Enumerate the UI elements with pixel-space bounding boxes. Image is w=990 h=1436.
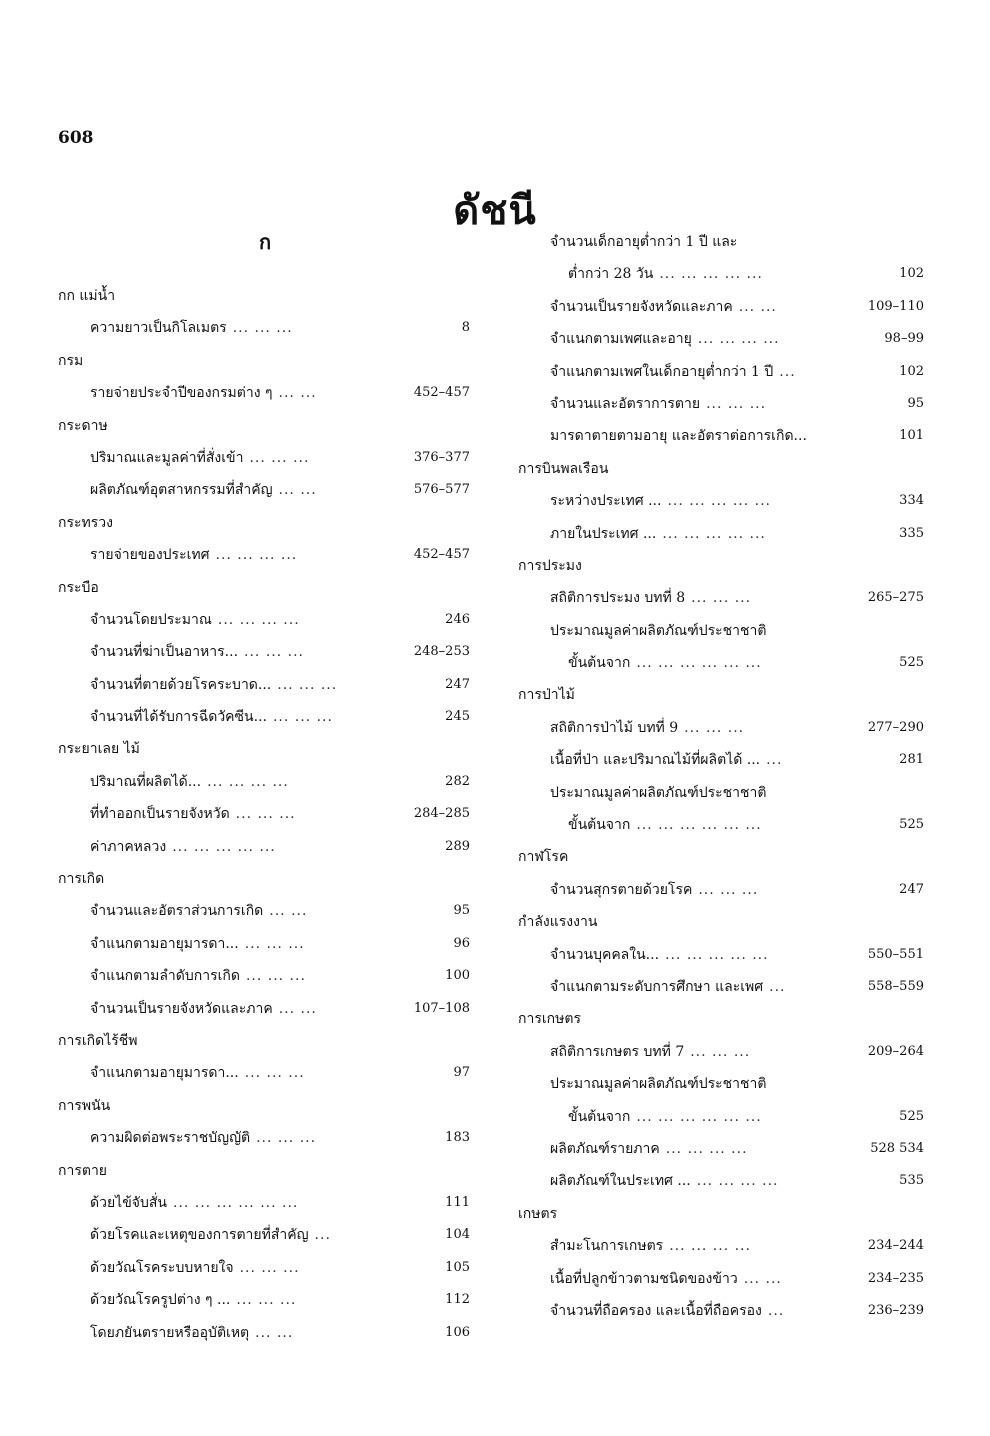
entry-leader-dots: ... ... ... ... (665, 1140, 748, 1157)
index-entry (58, 377, 470, 409)
entry-page-ref: 245 (445, 709, 470, 725)
entry-leader-dots: ... (769, 978, 786, 995)
entry-label: จำนวนที่ตายด้วยโรคระบาด... (90, 676, 272, 693)
entry-label: ผลิตภัณฑ์ในประเทศ ... (550, 1173, 691, 1190)
index-entry (58, 701, 470, 733)
entry-label: จำแนกตามเพศในเด็กอายุต่ำกว่า 1 ปี (550, 363, 774, 380)
entry-label: การป่าไม้ (518, 687, 575, 704)
entry-leader-dots: ... (314, 1227, 331, 1244)
entry-label: การพนัน (58, 1097, 111, 1114)
index-entry (58, 895, 470, 927)
entry-label: ความยาวเป็นกิโลเมตร (90, 320, 227, 337)
entry-leader-dots: ... ... ... (244, 1065, 305, 1082)
entry-page-ref: 452–457 (413, 547, 470, 563)
entry-leader-dots: ... ... ... (235, 806, 296, 823)
entry-label: สำมะโนการเกษตร (550, 1238, 664, 1255)
index-heading (518, 906, 924, 938)
entry-leader-dots: ... ... ... (244, 935, 305, 952)
section-letter: ก (258, 230, 272, 254)
entry-leader-dots: ... ... ... (239, 1259, 300, 1276)
entry-leader-dots: ... ... ... (236, 1292, 297, 1309)
entry-label: การตาย (58, 1162, 108, 1179)
entry-leader-dots: ... ... ... ... (207, 773, 289, 790)
entry-page-ref: 234–235 (867, 1270, 924, 1286)
entry-page-ref: 550–551 (867, 946, 924, 962)
entry-page-ref: 558–559 (867, 978, 924, 994)
index-entry (58, 993, 470, 1025)
entry-label: กก แม่น้ำ (58, 288, 116, 304)
entry-label: ปริมาณที่ผลิตได้... (90, 773, 202, 790)
entry-label: กำลังแรงงาน (518, 914, 598, 931)
entry-page-ref: 97 (453, 1065, 470, 1081)
index-entry (58, 1284, 470, 1316)
entry-page-ref: 8 (461, 320, 470, 336)
entry-page-ref: 334 (899, 493, 924, 509)
entry-label: ภายในประเทศ ... (550, 525, 657, 542)
index-heading (518, 453, 924, 485)
entry-label: การประมง (518, 557, 582, 574)
entry-page-ref: 107–108 (413, 1000, 470, 1016)
index-entry (518, 1295, 924, 1327)
index-entry (58, 928, 470, 960)
entry-label: ที่ทำออกเป็นรายจังหวัด (90, 806, 230, 823)
index-heading (58, 410, 470, 442)
index-entry (518, 420, 924, 452)
entry-label: ค่าภาคหลวง (90, 838, 167, 855)
entry-leader-dots: ... (779, 363, 796, 380)
entry-label: ประมาณมูลค่าผลิตภัณฑ์ประชาชาติ (550, 622, 767, 639)
entry-label: การเกิด (58, 871, 105, 888)
index-heading (518, 550, 924, 582)
entry-label: โดยภยันตรายหรืออุบัติเหตุ (90, 1324, 250, 1341)
entry-leader-dots: ... (766, 752, 783, 769)
entry-leader-dots: ... ... ... (277, 676, 338, 693)
entry-label: ต่ำกว่า 28 วัน (568, 266, 654, 283)
index-entry (518, 809, 924, 841)
entry-label: ด้วยวัณโรครูปต่าง ๆ ... (90, 1292, 231, 1309)
entry-page-ref: 106 (445, 1324, 470, 1340)
index-entry (518, 1068, 924, 1100)
entry-label: จำนวนเป็นรายจังหวัดและภาค (90, 1000, 273, 1017)
index-heading (58, 733, 470, 765)
entry-leader-dots: ... ... ... (698, 881, 759, 898)
index-entry (58, 1122, 470, 1154)
entry-label: จำนวนบุคคลใน... (550, 946, 660, 963)
entry-page-ref: 234–244 (867, 1238, 924, 1254)
index-entry (58, 604, 470, 636)
entry-label: มารดาตายตามอายุ และอัตราต่อการเกิด... (550, 428, 807, 445)
entry-page-ref: 98–99 (884, 331, 924, 347)
index-heading (58, 280, 470, 312)
entry-label: การบินพลเรือน (518, 460, 609, 477)
entry-page-ref: 525 (899, 817, 924, 833)
entry-leader-dots: ... ... ... ... (696, 1173, 779, 1190)
index-entry (518, 1101, 924, 1133)
entry-page-ref: 281 (899, 752, 924, 768)
entry-page-ref: 247 (899, 881, 924, 897)
entry-label: เนื้อที่ปลูกข้าวตามชนิดของข้าว (550, 1270, 738, 1287)
entry-label: การเกษตร (518, 1011, 581, 1028)
index-entry (518, 1263, 924, 1295)
entry-label: ปริมาณและมูลค่าที่สั่งเข้า (90, 449, 244, 466)
index-column-left (58, 280, 470, 1349)
index-entry (518, 712, 924, 744)
entry-label: กระบือ (58, 579, 99, 596)
index-entry (518, 356, 924, 388)
index-entry (518, 777, 924, 809)
index-heading (518, 679, 924, 711)
entry-page-ref: 101 (899, 428, 924, 444)
entry-label: จำแนกตามเพศและอายุ (550, 331, 692, 348)
entry-leader-dots: ... (767, 1302, 785, 1319)
index-heading (58, 507, 470, 539)
entry-leader-dots: ... ... ... (691, 590, 752, 607)
entry-page-ref: 96 (453, 935, 470, 951)
entry-label: จำแนกตามอายุมารดา... (90, 935, 239, 952)
entry-label: จำแนกตามอายุมารดา... (90, 1065, 239, 1082)
index-entry (518, 582, 924, 614)
index-entry (518, 1165, 924, 1197)
entry-label: เกษตร (518, 1205, 558, 1222)
entry-page-ref: 102 (899, 266, 924, 282)
entry-leader-dots: ... ... ... (245, 968, 306, 985)
index-entry (58, 669, 470, 701)
entry-page-ref: 525 (899, 655, 924, 671)
index-entry (58, 1252, 470, 1284)
index-entry (58, 960, 470, 992)
index-entry (518, 258, 924, 290)
entry-page-ref: 282 (445, 773, 470, 789)
index-heading (518, 1198, 924, 1230)
entry-label: ขั้นต้นจาก (568, 817, 631, 834)
entry-page-ref: 576–577 (413, 482, 470, 498)
entry-label: กระดาษ (58, 417, 108, 434)
entry-leader-dots: ... ... ... ... ... ... (636, 817, 762, 834)
entry-page-ref: 105 (445, 1259, 470, 1275)
index-entry (58, 1057, 470, 1089)
entry-page-ref: 246 (445, 611, 470, 627)
index-entry (58, 539, 470, 571)
index-heading (518, 841, 924, 873)
entry-label: สถิติการป่าไม้ บทที่ 9 (550, 719, 679, 736)
entry-label: จำนวนสุกรตายด้วยโรค (550, 881, 693, 898)
entry-leader-dots: ... ... ... (684, 719, 745, 736)
index-entry (518, 291, 924, 323)
index-entry (58, 312, 470, 344)
entry-label: กาฬโรค (518, 849, 569, 866)
index-entry (518, 1133, 924, 1165)
index-column-right (518, 226, 924, 1327)
entry-label: จำนวนที่ได้รับการฉีดวัคซีน... (90, 709, 267, 726)
entry-label: รายจ่ายประจำปีของกรมต่าง ๆ (90, 385, 273, 402)
entry-label: ผลิตภัณฑ์อุตสาหกรรมที่สำคัญ (90, 482, 273, 499)
index-heading (58, 1090, 470, 1122)
index-entry (58, 442, 470, 474)
index-entry (518, 744, 924, 776)
index-entry (518, 971, 924, 1003)
entry-page-ref: 102 (899, 363, 924, 379)
entry-leader-dots: ... ... ... ... (217, 611, 300, 628)
entry-leader-dots: ... ... (255, 1324, 294, 1341)
entry-page-ref: 528 534 (870, 1140, 924, 1156)
entry-label: การเกิดไร้ชีพ (58, 1032, 138, 1049)
index-entry (518, 518, 924, 550)
index-entry (58, 1219, 470, 1251)
entry-label: จำนวนเด็กอายุต่ำกว่า 1 ปี และ (550, 234, 738, 250)
entry-page-ref: 95 (907, 395, 924, 411)
index-entry (518, 939, 924, 971)
entry-page-ref: 525 (899, 1108, 924, 1124)
index-entry (518, 226, 924, 258)
entry-leader-dots: ... ... ... (272, 709, 333, 726)
entry-label: ผลิตภัณฑ์รายภาค (550, 1140, 660, 1157)
index-heading (58, 1155, 470, 1187)
entry-leader-dots: ... ... ... (232, 320, 293, 337)
entry-page-ref: 247 (445, 676, 470, 692)
entry-label: รายจ่ายของประเทศ (90, 547, 210, 564)
entry-label: ประมาณมูลค่าผลิตภัณฑ์ประชาชาติ (550, 1076, 767, 1093)
entry-page-ref: 284–285 (413, 806, 470, 822)
entry-label: จำนวนและอัตราส่วนการเกิด (90, 903, 264, 920)
index-entry (518, 615, 924, 647)
entry-page-ref: 112 (445, 1292, 470, 1308)
entry-leader-dots: ... ... ... (256, 1130, 317, 1147)
entry-page-ref: 236–239 (867, 1302, 924, 1318)
entry-label: สถิติการประมง บทที่ 8 (550, 590, 686, 607)
entry-page-ref: 111 (445, 1194, 470, 1210)
entry-leader-dots: ... ... (738, 298, 777, 315)
index-entry (518, 874, 924, 906)
entry-page-ref: 95 (453, 903, 470, 919)
entry-page-ref: 109–110 (867, 298, 924, 314)
entry-page-ref: 248–253 (413, 644, 470, 660)
entry-leader-dots: ... ... ... ... ... ... (636, 655, 762, 672)
index-entry (518, 647, 924, 679)
entry-label: จำแนกตามระดับการศึกษา และเพศ (550, 978, 764, 995)
entry-page-ref: 100 (445, 968, 470, 984)
entry-leader-dots: ... ... ... ... ... (665, 946, 769, 963)
entry-page-ref: 289 (445, 838, 470, 854)
entry-label: ขั้นต้นจาก (568, 1108, 631, 1125)
entry-page-ref: 335 (899, 525, 924, 541)
index-entry (58, 766, 470, 798)
entry-page-ref: 277–290 (867, 719, 924, 735)
index-entry (518, 323, 924, 355)
page-number: 608 (58, 128, 94, 148)
entry-label: จำนวนที่ฆ่าเป็นอาหาร... (90, 644, 239, 661)
entry-leader-dots: ... ... ... ... ... (667, 493, 772, 510)
entry-leader-dots: ... ... ... ... (215, 547, 298, 564)
index-heading (58, 345, 470, 377)
entry-label: ด้วยไข้จับสั่น (90, 1194, 167, 1211)
index-entry (518, 1230, 924, 1262)
entry-label: ความผิดต่อพระราชบัญญัติ (90, 1130, 251, 1147)
entry-leader-dots: ... ... ... ... ... (172, 838, 276, 855)
page-title: ดัชนี (453, 188, 537, 234)
entry-label: ด้วยโรคและเหตุของการตายที่สำคัญ (90, 1227, 309, 1244)
entry-label: ด้วยวัณโรคระบบหายใจ (90, 1259, 234, 1276)
index-heading (58, 1025, 470, 1057)
entry-leader-dots: ... ... (278, 1000, 317, 1017)
entry-leader-dots: ... ... (269, 903, 308, 920)
index-entry (58, 1317, 470, 1349)
entry-leader-dots: ... ... ... ... ... (659, 266, 763, 283)
entry-leader-dots: ... ... (278, 482, 317, 499)
entry-label: กระทรวง (58, 514, 113, 531)
entry-label: จำแนกตามลำดับการเกิด (90, 968, 240, 985)
index-entry (58, 636, 470, 668)
entry-page-ref: 376–377 (413, 449, 470, 465)
entry-label: จำนวนที่ถือครอง และเนื้อที่ถือครอง (550, 1302, 762, 1319)
entry-page-ref: 183 (445, 1130, 470, 1146)
entry-label: ประมาณมูลค่าผลิตภัณฑ์ประชาชาติ (550, 784, 767, 801)
index-heading (518, 1003, 924, 1035)
entry-leader-dots: ... ... ... (249, 449, 310, 466)
index-entry (518, 1036, 924, 1068)
entry-label: จำนวนโดยประมาณ (90, 611, 212, 628)
entry-leader-dots: ... ... (278, 385, 317, 402)
entry-leader-dots: ... ... ... ... ... ... (172, 1194, 299, 1211)
entry-leader-dots: ... ... ... ... (669, 1238, 751, 1255)
entry-label: จำนวนเป็นรายจังหวัดและภาค (550, 298, 733, 315)
entry-leader-dots: ... ... ... (690, 1043, 751, 1060)
entry-leader-dots: ... ... ... ... ... (662, 525, 766, 542)
entry-leader-dots: ... ... ... (244, 644, 304, 661)
index-heading (58, 572, 470, 604)
entry-page-ref: 452–457 (413, 385, 470, 401)
entry-page-ref: 104 (445, 1227, 470, 1243)
entry-label: เนื้อที่ป่า และปริมาณไม้ที่ผลิตได้ ... (550, 752, 761, 769)
entry-page-ref: 535 (899, 1173, 924, 1189)
entry-leader-dots: ... ... ... ... ... ... (636, 1108, 762, 1125)
entry-leader-dots: ... ... ... ... (697, 331, 780, 348)
index-entry (518, 485, 924, 517)
index-entry (518, 388, 924, 420)
entry-page-ref: 209–264 (867, 1043, 924, 1059)
entry-label: จำนวนและอัตราการตาย (550, 395, 701, 412)
index-entry (58, 474, 470, 506)
entry-label: กรม (58, 352, 84, 369)
entry-label: ระหว่างประเทศ ... (550, 493, 662, 510)
index-heading (58, 863, 470, 895)
index-entry (58, 1187, 470, 1219)
index-entry (58, 798, 470, 830)
entry-label: กระยาเลย ไม้ (58, 741, 140, 758)
entry-leader-dots: ... ... (743, 1270, 782, 1287)
entry-leader-dots: ... ... ... (706, 395, 767, 412)
entry-label: สถิติการเกษตร บทที่ 7 (550, 1043, 685, 1060)
index-entry (58, 831, 470, 863)
entry-page-ref: 265–275 (867, 590, 924, 606)
entry-label: ขั้นต้นจาก (568, 655, 631, 672)
